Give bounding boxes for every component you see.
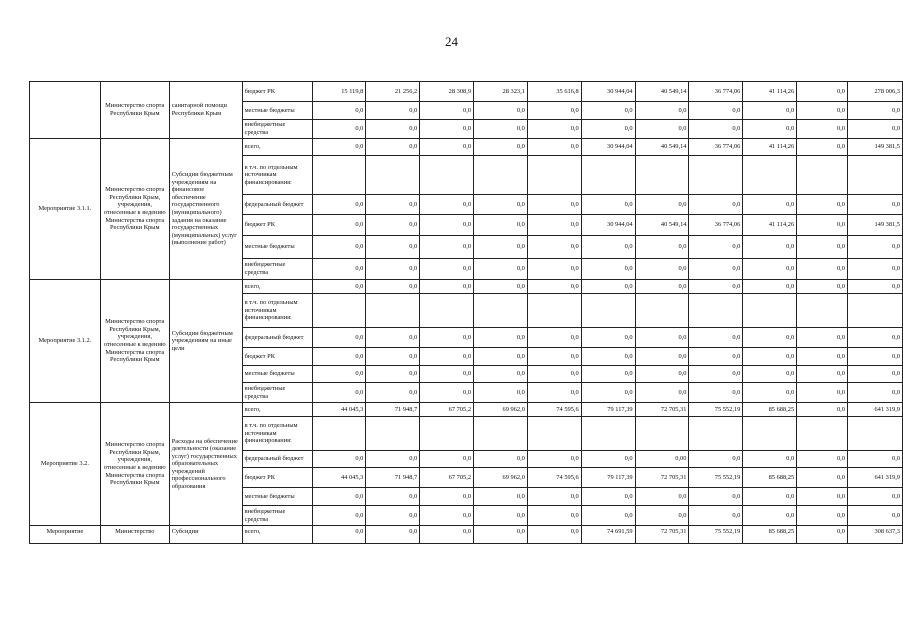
total-value-cell bbox=[847, 156, 902, 195]
value-cell: 40 549,14 bbox=[635, 82, 689, 102]
total-value-cell: 308 637,3 bbox=[847, 526, 902, 544]
value-cell: 0,0 bbox=[743, 259, 797, 280]
funding-source-cell: всего, bbox=[242, 139, 312, 156]
value-cell: 67 705,2 bbox=[420, 468, 474, 488]
value-cell bbox=[312, 417, 366, 451]
funding-source-cell: бюджет РК bbox=[242, 82, 312, 102]
value-cell: 0,0 bbox=[581, 328, 635, 348]
value-cell: 0,0 bbox=[474, 280, 528, 294]
value-cell: 41 114,26 bbox=[743, 139, 797, 156]
value-cell: 30 944,04 bbox=[581, 82, 635, 102]
value-cell: 0,0 bbox=[474, 102, 528, 120]
funding-source-cell: местные бюджеты bbox=[242, 488, 312, 506]
value-cell bbox=[689, 417, 743, 451]
total-value-cell bbox=[847, 417, 902, 451]
value-cell: 0,0 bbox=[312, 280, 366, 294]
value-cell: 0,0 bbox=[366, 280, 420, 294]
value-cell: 0,0 bbox=[689, 102, 743, 120]
value-cell bbox=[474, 294, 528, 328]
value-cell: 0,0 bbox=[527, 451, 581, 468]
measure-name-cell: Расходы на обеспечение деятельности (оказание услуг) государственных образовательных учреждений профессионального образования bbox=[169, 403, 242, 526]
value-cell: 36 774,06 bbox=[689, 139, 743, 156]
value-cell: 0,0 bbox=[527, 259, 581, 280]
value-cell: 0,0 bbox=[527, 348, 581, 366]
total-value-cell: 641 319,9 bbox=[847, 468, 902, 488]
value-cell: 15 119,8 bbox=[312, 82, 366, 102]
value-cell: 0,0 bbox=[474, 236, 528, 259]
value-cell: 0,0 bbox=[420, 506, 474, 526]
value-cell: 0,0 bbox=[581, 383, 635, 403]
value-cell: 71 948,7 bbox=[366, 468, 420, 488]
executor-cell: Министерство bbox=[100, 526, 169, 544]
value-cell bbox=[420, 294, 474, 328]
value-cell: 0,0 bbox=[474, 383, 528, 403]
value-cell: 0,0 bbox=[366, 328, 420, 348]
value-cell: 0,0 bbox=[797, 403, 848, 417]
value-cell: 0,0 bbox=[689, 236, 743, 259]
total-value-cell: 0,0 bbox=[847, 259, 902, 280]
funding-source-cell: внебюджетные средства bbox=[242, 383, 312, 403]
total-value-cell: 641 319,9 bbox=[847, 403, 902, 417]
value-cell: 0,0 bbox=[312, 102, 366, 120]
value-cell: 69 962,0 bbox=[474, 468, 528, 488]
value-cell: 44 045,3 bbox=[312, 468, 366, 488]
value-cell: 0,0 bbox=[797, 195, 848, 215]
total-value-cell bbox=[847, 294, 902, 328]
value-cell: 0,0 bbox=[420, 383, 474, 403]
value-cell: 0,0 bbox=[527, 280, 581, 294]
value-cell: 44 045,3 bbox=[312, 403, 366, 417]
funding-source-cell: внебюджетные средства bbox=[242, 506, 312, 526]
value-cell: 0,0 bbox=[743, 506, 797, 526]
total-value-cell: 0,0 bbox=[847, 195, 902, 215]
funding-source-cell: бюджет РК bbox=[242, 215, 312, 236]
value-cell bbox=[527, 417, 581, 451]
value-cell: 71 948,7 bbox=[366, 403, 420, 417]
total-value-cell: 0,0 bbox=[847, 366, 902, 383]
value-cell: 0,0 bbox=[474, 526, 528, 544]
value-cell: 0,0 bbox=[312, 259, 366, 280]
value-cell: 28 308,9 bbox=[420, 82, 474, 102]
value-cell: 0,0 bbox=[581, 120, 635, 139]
value-cell: 0,0 bbox=[743, 120, 797, 139]
total-value-cell: 149 381,5 bbox=[847, 139, 902, 156]
executor-cell: Министерство спорта Республики Крым bbox=[100, 82, 169, 139]
value-cell: 0,0 bbox=[797, 526, 848, 544]
funding-source-cell: в т.ч. по отдельным источникам финансирования: bbox=[242, 417, 312, 451]
budget-table bbox=[29, 81, 903, 544]
value-cell: 0,0 bbox=[635, 259, 689, 280]
value-cell: 67 705,2 bbox=[420, 403, 474, 417]
value-cell: 0,0 bbox=[743, 488, 797, 506]
value-cell: 0,0 bbox=[689, 451, 743, 468]
value-cell bbox=[581, 294, 635, 328]
value-cell: 0,0 bbox=[474, 139, 528, 156]
value-cell: 0,0 bbox=[581, 280, 635, 294]
value-cell: 0,0 bbox=[420, 236, 474, 259]
funding-source-cell: всего, bbox=[242, 403, 312, 417]
value-cell: 0,0 bbox=[797, 139, 848, 156]
value-cell: 36 774,06 bbox=[689, 215, 743, 236]
value-cell: 0,0 bbox=[312, 348, 366, 366]
table-row bbox=[30, 403, 903, 417]
value-cell: 0,0 bbox=[689, 120, 743, 139]
measure-name-cell: санитарной помощи Республики Крым bbox=[169, 82, 242, 139]
value-cell: 0,0 bbox=[581, 488, 635, 506]
value-cell: 0,0 bbox=[689, 488, 743, 506]
total-value-cell: 0,0 bbox=[847, 102, 902, 120]
value-cell bbox=[743, 417, 797, 451]
funding-source-cell: федеральный бюджет bbox=[242, 328, 312, 348]
value-cell: 0,0 bbox=[527, 215, 581, 236]
value-cell: 72 705,31 bbox=[635, 526, 689, 544]
total-value-cell: 0,0 bbox=[847, 451, 902, 468]
value-cell: 0,0 bbox=[366, 102, 420, 120]
value-cell: 0,0 bbox=[420, 120, 474, 139]
value-cell: 0,0 bbox=[635, 280, 689, 294]
value-cell: 0,0 bbox=[743, 236, 797, 259]
value-cell bbox=[797, 156, 848, 195]
measure-name-cell: Субсидии бюджетным учреждениям на иные цели bbox=[169, 280, 242, 403]
value-cell: 0,0 bbox=[312, 120, 366, 139]
value-cell: 0,0 bbox=[797, 120, 848, 139]
value-cell bbox=[743, 294, 797, 328]
value-cell bbox=[689, 294, 743, 328]
value-cell: 0,0 bbox=[474, 506, 528, 526]
value-cell: 0,0 bbox=[366, 259, 420, 280]
value-cell: 0,0 bbox=[474, 195, 528, 215]
value-cell: 0,0 bbox=[527, 366, 581, 383]
value-cell: 0,0 bbox=[743, 195, 797, 215]
value-cell: 0,0 bbox=[474, 215, 528, 236]
value-cell: 0,0 bbox=[366, 451, 420, 468]
value-cell: 0,0 bbox=[527, 383, 581, 403]
value-cell: 0,0 bbox=[527, 195, 581, 215]
value-cell: 0,0 bbox=[420, 139, 474, 156]
executor-cell: Министерство спорта Республики Крым, учреждения, отнесенные к ведению Министерства спорта Республики Крым bbox=[100, 403, 169, 526]
value-cell: 0,0 bbox=[743, 102, 797, 120]
table-row bbox=[30, 139, 903, 156]
executor-cell: Министерство спорта Республики Крым, учреждения, отнесенные к ведению Министерства спорта Республики Крым bbox=[100, 139, 169, 280]
value-cell: 0,0 bbox=[312, 236, 366, 259]
value-cell bbox=[635, 156, 689, 195]
event-cell: Мероприятие bbox=[30, 526, 101, 544]
total-value-cell: 0,0 bbox=[847, 348, 902, 366]
event-cell: Мероприятие 3.2. bbox=[30, 403, 101, 526]
value-cell bbox=[474, 156, 528, 195]
event-cell: Мероприятие 3.1.2. bbox=[30, 280, 101, 403]
value-cell: 72 705,31 bbox=[635, 468, 689, 488]
value-cell bbox=[581, 417, 635, 451]
value-cell: 0,0 bbox=[420, 102, 474, 120]
value-cell: 85 688,25 bbox=[743, 403, 797, 417]
value-cell: 0,0 bbox=[581, 348, 635, 366]
value-cell: 0,0 bbox=[312, 139, 366, 156]
value-cell: 0,0 bbox=[689, 366, 743, 383]
value-cell: 0,0 bbox=[420, 215, 474, 236]
value-cell: 0,0 bbox=[366, 366, 420, 383]
table-row bbox=[30, 526, 903, 544]
value-cell: 0,0 bbox=[366, 506, 420, 526]
value-cell: 74 691,59 bbox=[581, 526, 635, 544]
value-cell: 74 595,6 bbox=[527, 403, 581, 417]
value-cell: 0,0 bbox=[366, 120, 420, 139]
event-cell bbox=[30, 82, 101, 139]
funding-source-cell: местные бюджеты bbox=[242, 102, 312, 120]
value-cell bbox=[366, 417, 420, 451]
total-value-cell: 0,0 bbox=[847, 506, 902, 526]
value-cell: 0,0 bbox=[581, 366, 635, 383]
value-cell: 0,0 bbox=[797, 280, 848, 294]
value-cell: 0,0 bbox=[527, 120, 581, 139]
funding-source-cell: в т.ч. по отдельным источникам финансирования: bbox=[242, 294, 312, 328]
value-cell: 0,0 bbox=[312, 215, 366, 236]
value-cell: 0,0 bbox=[474, 348, 528, 366]
value-cell bbox=[420, 417, 474, 451]
total-value-cell: 0,0 bbox=[847, 328, 902, 348]
value-cell: 0,0 bbox=[312, 383, 366, 403]
value-cell: 0,0 bbox=[689, 259, 743, 280]
value-cell: 0,0 bbox=[635, 366, 689, 383]
value-cell: 0,0 bbox=[366, 383, 420, 403]
value-cell bbox=[420, 156, 474, 195]
value-cell: 75 552,19 bbox=[689, 468, 743, 488]
value-cell: 0,0 bbox=[581, 259, 635, 280]
value-cell: 35 616,8 bbox=[527, 82, 581, 102]
value-cell: 0,0 bbox=[474, 366, 528, 383]
value-cell bbox=[797, 294, 848, 328]
value-cell: 0,00 bbox=[635, 451, 689, 468]
value-cell: 0,0 bbox=[420, 366, 474, 383]
value-cell: 0,0 bbox=[797, 451, 848, 468]
value-cell: 0,0 bbox=[474, 259, 528, 280]
funding-source-cell: внебюджетные средства bbox=[242, 259, 312, 280]
value-cell: 0,0 bbox=[797, 215, 848, 236]
value-cell: 0,0 bbox=[689, 328, 743, 348]
value-cell: 0,0 bbox=[420, 451, 474, 468]
value-cell: 0,0 bbox=[797, 468, 848, 488]
value-cell bbox=[366, 294, 420, 328]
table-row bbox=[30, 82, 903, 102]
value-cell: 0,0 bbox=[743, 383, 797, 403]
value-cell bbox=[635, 294, 689, 328]
value-cell: 0,0 bbox=[743, 451, 797, 468]
value-cell: 0,0 bbox=[312, 526, 366, 544]
value-cell bbox=[527, 156, 581, 195]
value-cell: 0,0 bbox=[635, 102, 689, 120]
value-cell: 0,0 bbox=[797, 506, 848, 526]
value-cell: 0,0 bbox=[581, 195, 635, 215]
value-cell: 0,0 bbox=[635, 328, 689, 348]
funding-source-cell: федеральный бюджет bbox=[242, 195, 312, 215]
value-cell: 21 256,2 bbox=[366, 82, 420, 102]
value-cell: 40 549,14 bbox=[635, 139, 689, 156]
value-cell: 0,0 bbox=[527, 328, 581, 348]
value-cell: 0,0 bbox=[635, 120, 689, 139]
value-cell: 28 323,1 bbox=[474, 82, 528, 102]
value-cell: 0,0 bbox=[527, 488, 581, 506]
value-cell: 0,0 bbox=[635, 195, 689, 215]
value-cell: 0,0 bbox=[581, 506, 635, 526]
value-cell: 0,0 bbox=[635, 506, 689, 526]
value-cell: 0,0 bbox=[312, 328, 366, 348]
value-cell: 0,0 bbox=[366, 215, 420, 236]
total-value-cell: 149 381,5 bbox=[847, 215, 902, 236]
funding-source-cell: в т.ч. по отдельным источникам финансирования: bbox=[242, 156, 312, 195]
value-cell: 0,0 bbox=[689, 506, 743, 526]
value-cell: 0,0 bbox=[420, 280, 474, 294]
value-cell: 69 962,0 bbox=[474, 403, 528, 417]
value-cell: 0,0 bbox=[797, 383, 848, 403]
total-value-cell: 0,0 bbox=[847, 383, 902, 403]
value-cell: 79 117,39 bbox=[581, 468, 635, 488]
value-cell: 0,0 bbox=[312, 366, 366, 383]
value-cell: 0,0 bbox=[743, 280, 797, 294]
value-cell: 0,0 bbox=[635, 488, 689, 506]
value-cell: 0,0 bbox=[366, 348, 420, 366]
value-cell: 0,0 bbox=[312, 451, 366, 468]
event-cell: Мероприятие 3.1.1. bbox=[30, 139, 101, 280]
value-cell: 74 595,6 bbox=[527, 468, 581, 488]
value-cell: 85 688,25 bbox=[743, 526, 797, 544]
value-cell: 0,0 bbox=[581, 102, 635, 120]
value-cell: 0,0 bbox=[474, 488, 528, 506]
value-cell: 0,0 bbox=[581, 451, 635, 468]
value-cell: 0,0 bbox=[420, 488, 474, 506]
value-cell: 0,0 bbox=[474, 451, 528, 468]
page-number: 24 bbox=[445, 34, 458, 49]
value-cell: 0,0 bbox=[689, 195, 743, 215]
value-cell: 0,0 bbox=[420, 526, 474, 544]
value-cell bbox=[689, 156, 743, 195]
funding-source-cell: местные бюджеты bbox=[242, 236, 312, 259]
value-cell: 72 705,31 bbox=[635, 403, 689, 417]
executor-cell: Министерство спорта Республики Крым, учреждения, отнесенные к ведению Министерства спорта Республики Крым bbox=[100, 280, 169, 403]
funding-source-cell: местные бюджеты bbox=[242, 366, 312, 383]
value-cell bbox=[743, 156, 797, 195]
value-cell: 0,0 bbox=[797, 236, 848, 259]
value-cell: 0,0 bbox=[474, 120, 528, 139]
value-cell: 75 552,19 bbox=[689, 526, 743, 544]
value-cell: 0,0 bbox=[797, 366, 848, 383]
value-cell: 0,0 bbox=[527, 139, 581, 156]
value-cell bbox=[581, 156, 635, 195]
value-cell: 0,0 bbox=[527, 506, 581, 526]
funding-source-cell: федеральный бюджет bbox=[242, 451, 312, 468]
total-value-cell: 0,0 bbox=[847, 280, 902, 294]
value-cell: 0,0 bbox=[581, 236, 635, 259]
value-cell: 0,0 bbox=[743, 348, 797, 366]
value-cell: 0,0 bbox=[420, 195, 474, 215]
value-cell: 0,0 bbox=[420, 348, 474, 366]
total-value-cell: 0,0 bbox=[847, 488, 902, 506]
value-cell bbox=[527, 294, 581, 328]
total-value-cell: 0,0 bbox=[847, 120, 902, 139]
value-cell: 0,0 bbox=[635, 348, 689, 366]
value-cell: 0,0 bbox=[689, 383, 743, 403]
value-cell: 0,0 bbox=[743, 328, 797, 348]
value-cell: 30 944,04 bbox=[581, 215, 635, 236]
value-cell: 0,0 bbox=[635, 383, 689, 403]
value-cell: 0,0 bbox=[366, 526, 420, 544]
table-row bbox=[30, 280, 903, 294]
value-cell bbox=[797, 417, 848, 451]
total-value-cell: 278 006,3 bbox=[847, 82, 902, 102]
value-cell: 0,0 bbox=[797, 328, 848, 348]
value-cell: 41 114,26 bbox=[743, 215, 797, 236]
value-cell: 0,0 bbox=[527, 102, 581, 120]
value-cell: 36 774,06 bbox=[689, 82, 743, 102]
funding-source-cell: всего, bbox=[242, 526, 312, 544]
value-cell bbox=[635, 417, 689, 451]
value-cell: 41 114,26 bbox=[743, 82, 797, 102]
value-cell: 0,0 bbox=[797, 348, 848, 366]
value-cell: 0,0 bbox=[366, 488, 420, 506]
measure-name-cell: Субсидии bbox=[169, 526, 242, 544]
value-cell: 0,0 bbox=[366, 139, 420, 156]
value-cell bbox=[366, 156, 420, 195]
value-cell bbox=[474, 417, 528, 451]
measure-name-cell: Субсидии бюджетным учреждениям на финансовое обеспечение государственного (муниципального) задания на оказание государственных (муниципальных) услуг (выполнение работ) bbox=[169, 139, 242, 280]
value-cell: 0,0 bbox=[689, 348, 743, 366]
funding-source-cell: бюджет РК bbox=[242, 348, 312, 366]
value-cell: 0,0 bbox=[797, 102, 848, 120]
value-cell: 0,0 bbox=[420, 328, 474, 348]
value-cell: 0,0 bbox=[474, 328, 528, 348]
value-cell: 0,0 bbox=[743, 366, 797, 383]
value-cell: 0,0 bbox=[420, 259, 474, 280]
funding-source-cell: всего, bbox=[242, 280, 312, 294]
funding-source-cell: внебюджетные средства bbox=[242, 120, 312, 139]
value-cell bbox=[312, 156, 366, 195]
value-cell: 40 549,14 bbox=[635, 215, 689, 236]
value-cell: 0,0 bbox=[312, 195, 366, 215]
value-cell: 75 552,19 bbox=[689, 403, 743, 417]
value-cell bbox=[312, 294, 366, 328]
value-cell: 0,0 bbox=[312, 488, 366, 506]
total-value-cell: 0,0 bbox=[847, 236, 902, 259]
value-cell: 0,0 bbox=[366, 195, 420, 215]
value-cell: 79 117,39 bbox=[581, 403, 635, 417]
value-cell: 0,0 bbox=[797, 82, 848, 102]
value-cell: 85 688,25 bbox=[743, 468, 797, 488]
value-cell: 0,0 bbox=[635, 236, 689, 259]
value-cell: 0,0 bbox=[797, 488, 848, 506]
value-cell: 30 944,04 bbox=[581, 139, 635, 156]
value-cell: 0,0 bbox=[689, 280, 743, 294]
value-cell: 0,0 bbox=[366, 236, 420, 259]
value-cell: 0,0 bbox=[527, 526, 581, 544]
value-cell: 0,0 bbox=[797, 259, 848, 280]
funding-source-cell: бюджет РК bbox=[242, 468, 312, 488]
value-cell: 0,0 bbox=[527, 236, 581, 259]
value-cell: 0,0 bbox=[312, 506, 366, 526]
